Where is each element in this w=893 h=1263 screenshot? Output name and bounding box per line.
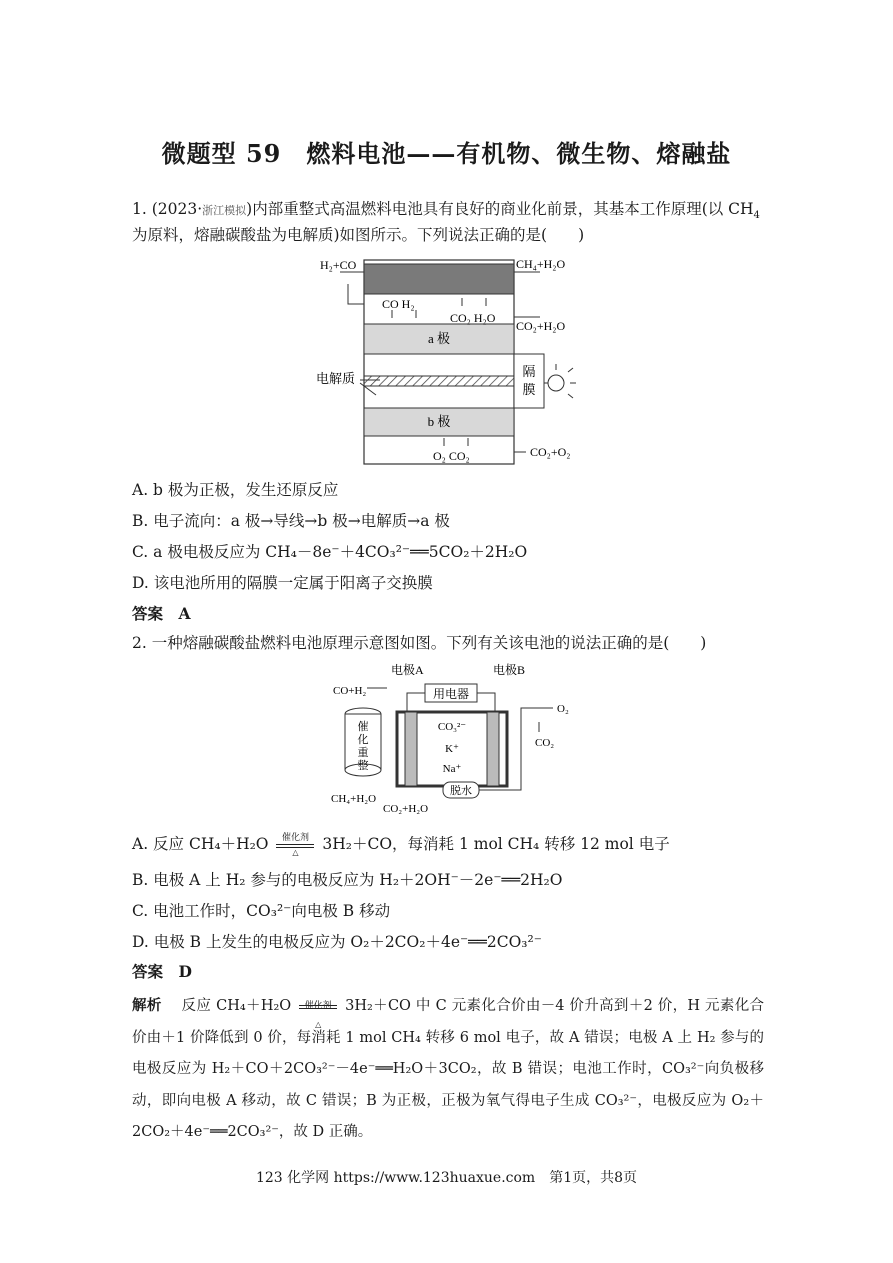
svg-text:Na⁺: Na⁺ <box>442 763 462 775</box>
svg-text:O₂: O₂ <box>557 703 569 715</box>
svg-text:a 极: a 极 <box>427 331 451 346</box>
svg-text:CO₂: CO₂ <box>535 737 555 749</box>
svg-text:化: 化 <box>357 734 369 746</box>
electrode-b <box>487 712 499 786</box>
svg-text:电极A: 电极A <box>391 663 424 677</box>
q1-source: 浙江模拟 <box>202 204 247 217</box>
bulb-icon <box>548 375 564 391</box>
q2-fuel-cell-diagram <box>325 660 585 818</box>
q1-answer: 答案 A <box>132 604 191 623</box>
q2-explanation: 解析 反应 CH₄＋H₂O 催化剂 △ 3H₂＋CO 中 C 元素化合价由－4 价升高到＋2 价，H 元素化合价由＋1 价降低到 0 价，每消耗 1 mol CH₄ 转移 6 mol 电子，故 A 错误；电极 A 上 H₂ 参与的电极反应为 H₂＋CO＋2CO₃²⁻－4e⁻══H₂O＋3CO₂，故 B 错误；电池工作时，CO₃²⁻向负极移动，即向电极 A 移动，故 C 错误；B 为正极，正极为氧气得电子生成 CO₃²⁻，电极反应为 O₂＋2CO₂＋4e⁻══2CO₃²⁻，故 D 正确。 <box>132 997 765 1140</box>
q1-fig-top-left: H₂+CO <box>320 258 357 272</box>
svg-text:电解质: 电解质 <box>316 371 356 386</box>
electrolyte-layer <box>364 376 514 386</box>
q1-option-a: A. b 极为正极，发生还原反应 <box>132 481 339 499</box>
q1-stem-line1: 1. (2023·浙江模拟)内部重整式高温燃料电池具有良好的商业化前景，其基本工作原理(以 $CH_4$ <box>132 200 760 222</box>
svg-text:CH₄+H₂O: CH₄+H₂O <box>331 793 377 805</box>
svg-text:用电器: 用电器 <box>432 687 470 701</box>
reformer-layer <box>364 264 514 294</box>
q2-option-c: C. 电池工作时，CO₃²⁻向电极 B 移动 <box>132 902 391 920</box>
svg-text:CO₂+O₂: CO₂+O₂ <box>530 445 571 459</box>
svg-text:电极B: 电极B <box>493 663 526 677</box>
svg-text:催: 催 <box>357 721 369 733</box>
svg-text:膜: 膜 <box>522 382 536 397</box>
q1-fuel-cell-diagram <box>300 252 600 470</box>
q2-option-a: A. 反应 CH₄＋H₂O 催化剂 △ 3H₂＋CO，每消耗 1 mol CH₄ 转移 12 mol 电子 <box>132 833 670 857</box>
membrane-box <box>514 354 544 408</box>
svg-text:K⁺: K⁺ <box>445 743 459 755</box>
svg-text:CO₂+H₂O: CO₂+H₂O <box>383 803 429 815</box>
q2-option-d: D. 电极 B 上发生的电极反应为 O₂＋2CO₂＋4e⁻══2CO₃²⁻ <box>132 933 542 951</box>
q2-answer: 答案 D <box>132 962 192 981</box>
svg-text:重: 重 <box>357 747 369 759</box>
svg-text:CO+H₂: CO+H₂ <box>333 685 367 697</box>
catalyst-condition-2: 催化剂 △ <box>299 995 337 1017</box>
q1-option-c: C. a 极电极反应为 CH₄－8e⁻＋4CO₃²⁻══5CO₂＋2H₂O <box>132 543 528 561</box>
svg-text:CO₃²⁻: CO₃²⁻ <box>437 721 467 733</box>
svg-text:脱水: 脱水 <box>450 785 472 797</box>
q2-option-b: B. 电极 A 上 H₂ 参与的电极反应为 H₂＋2OH⁻－2e⁻══2H₂O <box>132 871 563 889</box>
svg-text:整: 整 <box>357 760 369 772</box>
electrode-a <box>405 712 417 786</box>
svg-text:CO H₂: CO H₂ <box>382 297 415 311</box>
q1-option-d: D. 该电池所用的隔膜一定属于阳离子交换膜 <box>132 574 433 592</box>
svg-text:隔: 隔 <box>522 364 536 379</box>
q1-option-b: B. 电子流向：a 极→导线→b 极→电解质→a 极 <box>132 512 450 530</box>
svg-text:b 极: b 极 <box>427 414 451 429</box>
svg-text:CO₂+H₂O: CO₂+H₂O <box>516 319 566 333</box>
svg-text:CO₂ H₂O: CO₂ H₂O <box>450 311 496 325</box>
q1-fig-top-right: CH₄+H₂O <box>516 257 566 271</box>
q2-stem: 2. 一种熔融碳酸盐燃料电池原理示意图如图。下列有关该电池的说法正确的是( ) <box>132 634 707 652</box>
svg-text:O₂ CO₂: O₂ CO₂ <box>433 449 470 463</box>
explanation-label: 解析 <box>132 997 162 1014</box>
page-title: 微题型 59 燃料电池——有机物、微生物、熔融盐 <box>161 139 732 168</box>
q1-stem-line2: 为原料，熔融碳酸盐为电解质)如图所示。下列说法正确的是( ) <box>132 226 585 244</box>
page-footer: 123 化学网 https://www.123huaxue.com 第1页，共8页 <box>255 1170 638 1186</box>
catalyst-condition: 催化剂 △ <box>276 834 314 856</box>
